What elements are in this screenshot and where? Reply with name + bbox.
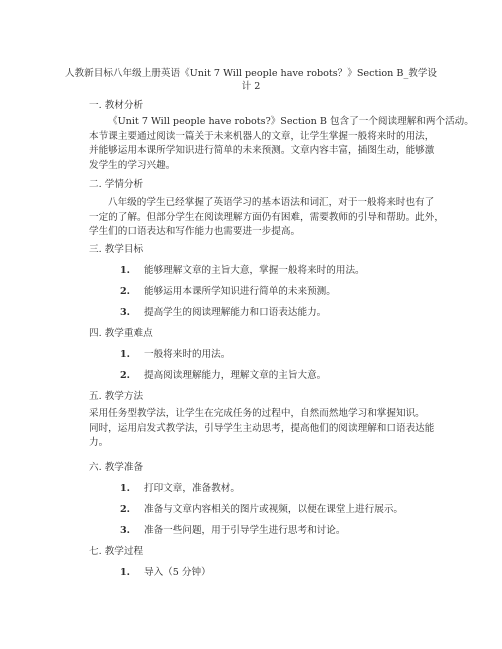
list-item: 2. 准备与文章内容相关的图片或视频，以便在课堂上进行展示。 bbox=[120, 504, 404, 515]
heading-teaching-methods: 五. 教学方法 bbox=[89, 391, 144, 402]
heading-student-analysis: 二. 学情分析 bbox=[89, 179, 144, 190]
list-item: 2. 提高阅读理解能力，理解文章的主旨大意。 bbox=[120, 370, 327, 381]
list-item: 3. 提高学生的阅读理解能力和口语表达能力。 bbox=[120, 307, 327, 318]
title-line-1: 人教新目标八年级上册英语《Unit 7 Will people have robots？》Section B_教学设 bbox=[64, 68, 438, 79]
list-item: 1. 能够理解文章的主旨大意，掌握一般将来时的用法。 bbox=[120, 265, 365, 276]
list-item: 1. 一般将来时的用法。 bbox=[120, 349, 231, 360]
heading-textbook-analysis: 一. 教材分析 bbox=[89, 100, 144, 111]
list-item: 2. 能够运用本课所学知识进行简单的未来预测。 bbox=[120, 286, 336, 297]
heading-teaching-goals: 三. 教学目标 bbox=[89, 244, 144, 255]
list-item: 1. 导入（5 分钟） bbox=[120, 567, 211, 578]
paragraph-teaching-methods: 采用任务型教学法，让学生在完成任务的过程中，自然而然地学习和掌握知识。 同时，运用启发式教学法，引导学生主动思考，提高他们的阅读理解和口语表达能 力。 bbox=[89, 408, 435, 448]
list-item: 1. 打印文章，准备教材。 bbox=[120, 483, 240, 494]
paragraph-student-analysis: 八年级的学生已经掌握了英语学习的基本语法和词汇，对于一般将来时也有了 一定的了解。但部分学生在阅读理解方面仍有困难，需要教师的引导和帮助。此外， 学生们的口语表达和写作能力也需要进一步提高。 bbox=[89, 197, 444, 237]
heading-teaching-process: 七. 教学过程 bbox=[89, 546, 144, 557]
heading-key-difficulties: 四. 教学重难点 bbox=[89, 328, 153, 339]
document-title bbox=[60, 67, 442, 93]
list-item: 3. 准备一些问题，用于引导学生进行思考和讨论。 bbox=[120, 525, 346, 536]
paragraph-textbook-analysis: 《Unit 7 Will people have robots?》Section B 包含了一个阅读理解和两个活动。 本节课主要通过阅读一篇关于未来机器人的文章，让学生掌握一般将来时的用法， 并能够运用本课所学知识进行简单的未来预测。文章内容丰富，插图生动，能够激 发学生的学习兴趣。 bbox=[89, 116, 474, 171]
title-line-2: 计 2 bbox=[241, 81, 261, 92]
heading-teaching-preparation: 六. 教学准备 bbox=[89, 462, 144, 473]
